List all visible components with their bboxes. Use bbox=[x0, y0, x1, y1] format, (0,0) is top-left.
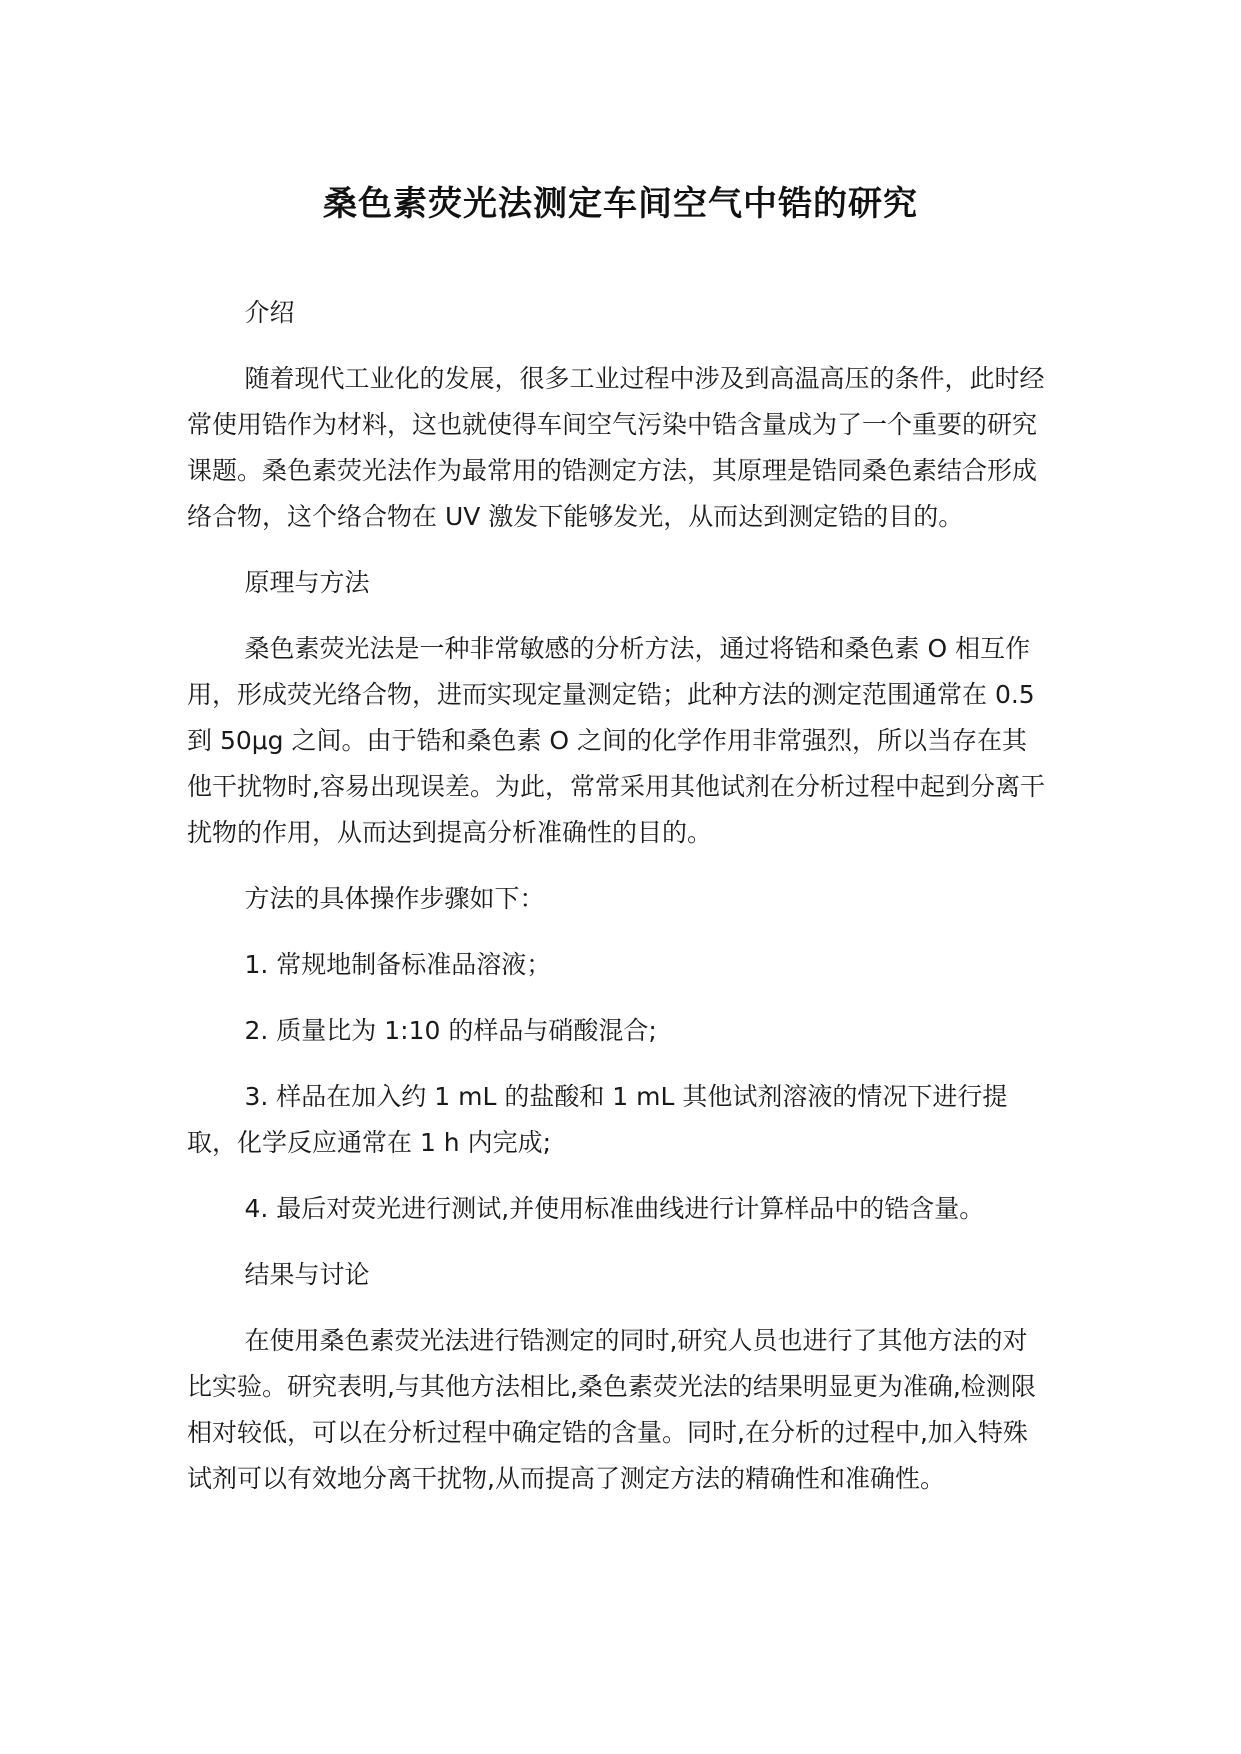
paragraph-principle: 桑色素荧光法是一种非常敏感的分析方法，通过将锆和桑色素 O 相互作用，形成荧光络合物，进而实现定量测定锆；此种方法的测定范围通常在 0.5 到 50μg 之间。由于锆和桑色素 O 之间的化学作用非常强烈，所以当存在其他干扰物时,容易出现误差。为此，常常采用其他试剂在分析过程中起到分离干扰物的作用，从而达到提高分析准确性的目的。 bbox=[187, 634, 1045, 847]
section-heading-principle: 原理与方法 bbox=[244, 568, 370, 597]
step-item-3: 3. 样品在加入约 1 mL 的盐酸和 1 mL 其他试剂溶液的情况下进行提取，化学反应通常在 1 h 内完成; bbox=[187, 1082, 1008, 1157]
document-body bbox=[187, 290, 1047, 1522]
section-heading-intro: 介绍 bbox=[244, 298, 295, 327]
step-item-4: 4. 最后对荧光进行测试,并使用标准曲线进行计算样品中的锆含量。 bbox=[244, 1194, 985, 1223]
section-heading-results: 结果与讨论 bbox=[244, 1260, 370, 1289]
paragraph-intro: 随着现代工业化的发展，很多工业过程中涉及到高温高压的条件，此时经常使用锆作为材料，这也就使得车间空气污染中锆含量成为了一个重要的研究课题。桑色素荧光法作为最常用的锆测定方法，其原理是锆同桑色素结合形成络合物，这个络合物在 UV 激发下能够发光，从而达到测定锆的目的。 bbox=[187, 364, 1045, 531]
step-item-2: 2. 质量比为 1:10 的样品与硝酸混合; bbox=[244, 1016, 657, 1045]
paragraph-steps-intro: 方法的具体操作步骤如下： bbox=[244, 884, 545, 913]
document-title: 桑色素荧光法测定车间空气中锆的研究 bbox=[323, 184, 918, 224]
step-item-1: 1. 常规地制备标准品溶液； bbox=[244, 950, 552, 979]
paragraph-results: 在使用桑色素荧光法进行锆测定的同时,研究人员也进行了其他方法的对比实验。研究表明,与其他方法相比,桑色素荧光法的结果明显更为准确,检测限相对较低，可以在分析过程中确定锆的含量。同时,在分析的过程中,加入特殊试剂可以有效地分离干扰物,从而提高了测定方法的精确性和准确性。 bbox=[187, 1326, 1036, 1493]
